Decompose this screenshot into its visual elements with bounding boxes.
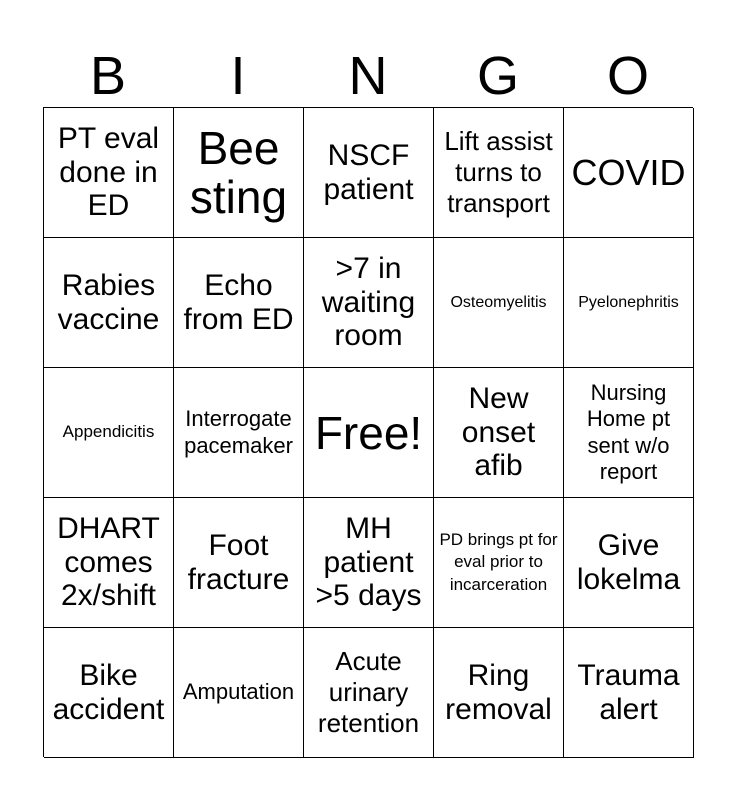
bingo-cell[interactable]: >7 in waiting room <box>304 238 434 368</box>
bingo-cell[interactable]: Bike accident <box>44 628 174 758</box>
bingo-cell[interactable]: Interrogate pacemaker <box>174 368 304 498</box>
bingo-cell[interactable]: Pyelonephritis <box>564 238 694 368</box>
bingo-cell[interactable]: DHART comes 2x/shift <box>44 498 174 628</box>
bingo-cell[interactable]: PD brings pt for eval prior to incarceration <box>434 498 564 628</box>
bingo-cell[interactable]: Bee sting <box>174 108 304 238</box>
bingo-cell[interactable]: Amputation <box>174 628 304 758</box>
bingo-cell[interactable]: MH patient >5 days <box>304 498 434 628</box>
bingo-cell[interactable]: New onset afib <box>434 368 564 498</box>
header-letter-i: I <box>230 46 246 106</box>
bingo-grid <box>43 107 693 757</box>
bingo-cell[interactable]: COVID <box>564 108 694 238</box>
header-letter-g: G <box>476 46 519 106</box>
bingo-cell[interactable]: Give lokelma <box>564 498 694 628</box>
bingo-cell[interactable]: NSCF patient <box>304 108 434 238</box>
bingo-cell[interactable]: PT eval done in ED <box>44 108 174 238</box>
free-space-cell[interactable]: Free! <box>304 368 434 498</box>
bingo-cell[interactable]: Echo from ED <box>174 238 304 368</box>
header-letter-n: N <box>348 46 388 106</box>
bingo-cell[interactable]: Acute urinary retention <box>304 628 434 758</box>
bingo-header <box>43 46 693 106</box>
bingo-cell[interactable]: Appendicitis <box>44 368 174 498</box>
bingo-cell[interactable]: Trauma alert <box>564 628 694 758</box>
bingo-cell[interactable]: Osteomyelitis <box>434 238 564 368</box>
header-letter-o: O <box>606 46 649 106</box>
bingo-cell[interactable]: Lift assist turns to transport <box>434 108 564 238</box>
bingo-cell[interactable]: Rabies vaccine <box>44 238 174 368</box>
bingo-cell[interactable]: Nursing Home pt sent w/o report <box>564 368 694 498</box>
bingo-cell[interactable]: Foot fracture <box>174 498 304 628</box>
bingo-cell[interactable]: Ring removal <box>434 628 564 758</box>
header-letter-b: B <box>89 46 127 106</box>
